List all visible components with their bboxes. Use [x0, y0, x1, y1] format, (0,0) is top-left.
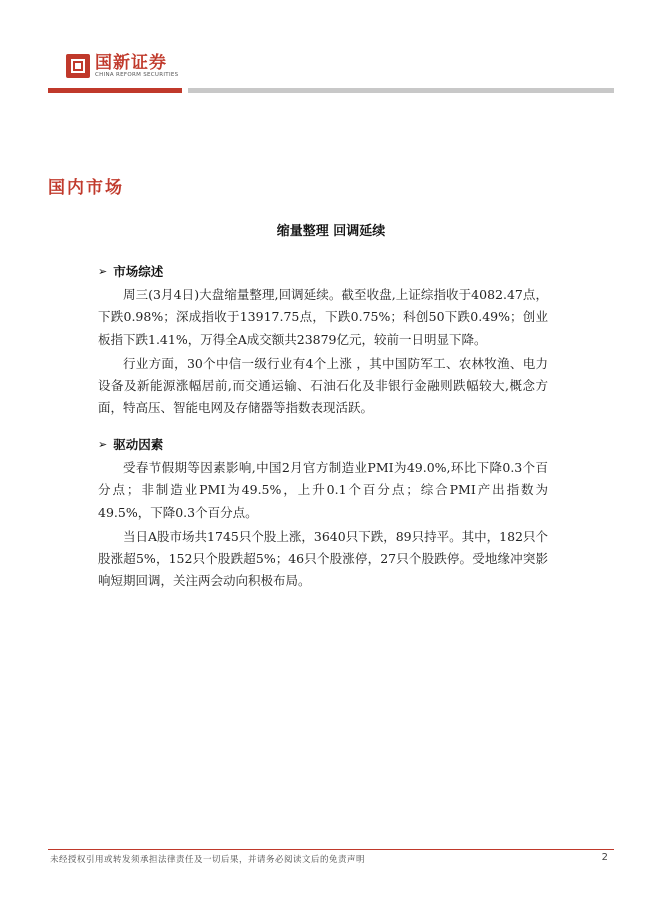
- article-title: 缩量整理 回调延续: [276, 224, 386, 239]
- section-market-overview: [98, 262, 548, 420]
- footer-divider: [48, 849, 614, 850]
- logo-text: [95, 54, 178, 79]
- header-divider-red: [48, 88, 182, 93]
- logo-name-cn: 国新证券: [95, 52, 167, 73]
- page-number: 2: [601, 852, 608, 863]
- paragraph: 当日A股市场共1745只个股上涨，3640只下跌，89只持平。其中，182只个股涨超5%，152只个股跌超5%；46只个股涨停，27只个股跌停。受地缘冲突影响短期回调，关注两会动向积极布局。: [98, 528, 548, 589]
- logo-name-en: CHINA REFORM SECURITIES: [95, 71, 179, 78]
- heading-label: 市场综述: [113, 264, 164, 279]
- footer-disclaimer: 未经授权引用或转发须承担法律责任及一切后果，并请务必阅读文后的免责声明: [50, 855, 366, 865]
- heading-label: 驱动因素: [113, 437, 164, 452]
- arrow-bullet-icon: ➢: [98, 437, 108, 451]
- section-heading: [98, 435, 548, 453]
- section-title: 国内市场: [48, 178, 124, 198]
- paragraph: 行业方面，30个中信一级行业有4个上涨 ，其中国防军工、农林牧渔、电力设备及新能源涨幅居前,而交通运输、石油石化及非银行金融则跌幅较大,概念方面，特高压、智能电网及存储器等指数表现活跃。: [98, 355, 548, 416]
- logo-emblem-icon: [66, 54, 90, 78]
- company-logo: [66, 50, 178, 82]
- paragraph: 受春节假期等因素影响,中国2月官方制造业PMI为49.0%,环比下降0.3个百分点；非制造业PMI为49.5%，上升0.1个百分点；综合PMI产出指数为49.5%，下降0.3个百分点。: [98, 460, 548, 520]
- section-drivers: [98, 435, 548, 593]
- header-divider-gray: [188, 88, 614, 93]
- paragraph: 周三(3月4日)大盘缩量整理,回调延续。截至收盘,上证综指收于4082.47点，下跌0.98%；深成指收于13917.75点，下跌0.75%；科创50下跌0.49%；创业板指下跌1.41%，万得全A成交额共23879亿元，较前一日明显下降。: [98, 287, 548, 347]
- arrow-bullet-icon: ➢: [98, 264, 108, 278]
- section-heading: [98, 262, 548, 280]
